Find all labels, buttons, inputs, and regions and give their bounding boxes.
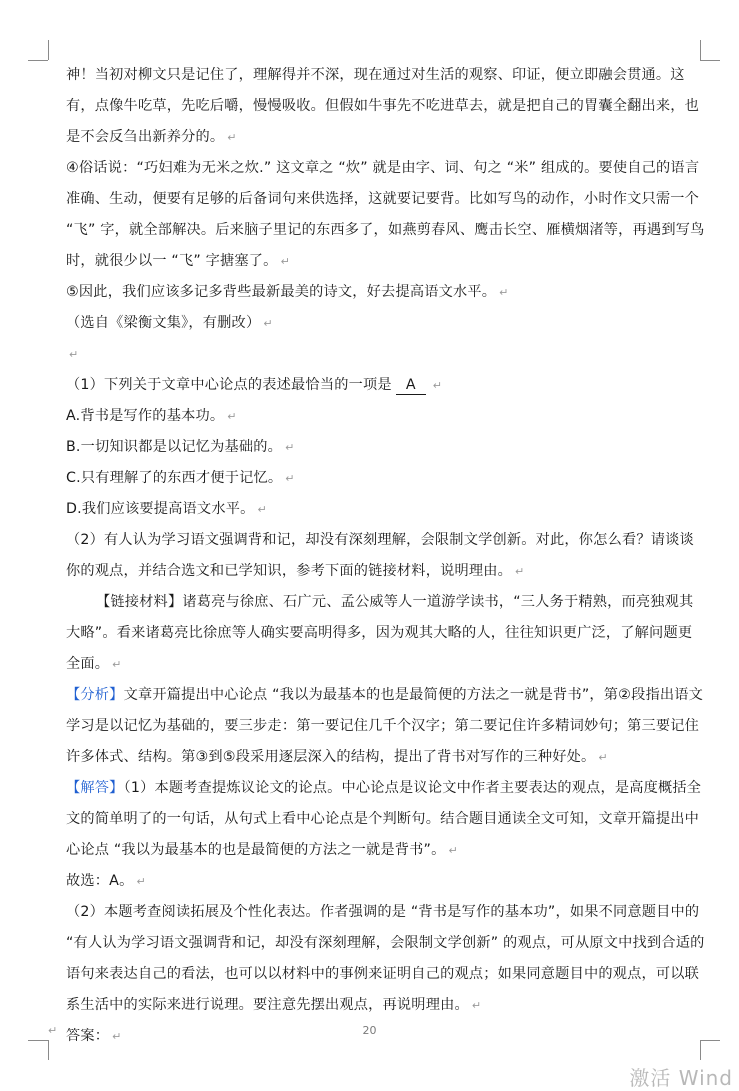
link-material: 【链接材料】诸葛亮与徐庶、石广元、孟公威等人一道游学读书，“三人务于精熟，而亮独观其大略”。看来诸葛亮比徐庶等人确实要高明得多，因为观其大略的人，往往知识更广泛，了解问题更全面。 ↵	[66, 594, 694, 672]
answer-blank: A	[396, 376, 426, 395]
paragraph-mark: ↵	[112, 658, 122, 671]
solution-answer-label: 答案： ↵	[66, 1028, 122, 1044]
paragraph-mark: ↵	[280, 255, 290, 268]
crop-mark-top-left-h	[28, 60, 48, 61]
passage-paragraph-4: ④俗话说：“巧妇难为无米之炊.” 这文章之 “炊” 就是由字、词、句之 “米” 组成的。要使自己的语言准确、生动，便要有足够的后备词句来供选择，这就要记要背。比如写鸟的动作，小时作文只需一个 “飞” 字，就全部解决。后来脑子里记的东西多了，如燕剪春风、鹰击长空、雁横烟渚等，再遇到写鸟时，就很少以一 “飞” 字搪塞了。 ↵	[66, 160, 705, 269]
passage-source: （选自《梁衡文集》，有删改） ↵	[66, 315, 273, 331]
passage-paragraph-3: 神！当初对柳文只是记住了，理解得并不深，现在通过对生活的观察、印证，便立即融会贯通。这有，点像牛吃草，先吃后嚼，慢慢吸收。但假如牛事先不吃进草去，就是把自己的胃囊全翻出来，也是不会反刍出新养分的。 ↵	[66, 67, 700, 145]
paragraph-mark: ↵	[69, 348, 79, 361]
paragraph-mark: ↵	[257, 503, 267, 516]
paragraph-mark: ↵	[112, 1030, 122, 1043]
question-1-option-a: A.背书是写作的基本功。 ↵	[66, 408, 237, 424]
crop-mark-top-right-v	[700, 40, 701, 60]
activation-watermark: 激活 Wind	[629, 1066, 733, 1090]
analysis-section: 【分析】文章开篇提出中心论点 “我以为最基本的也是最简便的方法之一就是背书”，第②段指出语文学习是以记忆为基础的，要三步走：第一要记住几千个汉字；第二要记住许多精词妙句；第三要记住许多体式、结构。第③到⑤段采用逐层深入的结构，提出了背书对写作的三种好处。 ↵	[66, 687, 704, 765]
paragraph-mark: ↵	[227, 410, 237, 423]
paragraph-mark: ↵	[448, 844, 458, 857]
paragraph-mark: ↵	[263, 317, 273, 330]
document-body	[66, 60, 706, 1052]
page-number: 20	[362, 1024, 377, 1037]
solution-part-2: （2）本题考查阅读拓展及个性化表达。作者强调的是 “背书是写作的基本功”，如果不同意题目中的 “有人认为学习语文强调背和记，却没有深刻理解，会限制文学创新” 的观点，可从原文中找到合适的语句来表达自己的看法，也可以以材料中的事例来证明自己的观点；如果同意题目中的观点，可以联系生活中的实际来进行说理。要注意先摆出观点，再说明理由。 ↵	[66, 904, 705, 1013]
paragraph-mark: ↵	[48, 1024, 58, 1037]
crop-mark-bottom-left-h	[28, 1040, 48, 1041]
solution-choice: 故选：A。 ↵	[66, 873, 146, 889]
crop-mark-bottom-left-v	[48, 1040, 49, 1060]
solution-part-1: 【解答】（1）本题考查提炼议论文的论点。中心论点是议论文中作者主要表达的观点，是高度概括全文的简单明了的一句话，从句式上看中心论点是个判断句。结合题目通读全文可知，文章开篇提出中心论点 “我以为最基本的也是最简便的方法之一就是背书”。 ↵	[66, 780, 702, 858]
empty-line	[66, 339, 706, 370]
paragraph-mark: ↵	[227, 131, 237, 144]
question-1-option-b: B.一切知识都是以记忆为基础的。 ↵	[66, 439, 295, 455]
passage-paragraph-5: ⑤因此，我们应该多记多背些最新最美的诗文，好去提高语文水平。 ↵	[66, 284, 509, 300]
paragraph-mark: ↵	[432, 379, 443, 392]
paragraph-mark: ↵	[285, 472, 295, 485]
solution-tag: 【解答】	[66, 780, 124, 796]
paragraph-mark: ↵	[136, 875, 146, 888]
paragraph-mark: ↵	[515, 565, 525, 578]
crop-mark-top-left-v	[48, 40, 49, 60]
paragraph-mark: ↵	[471, 999, 482, 1012]
paragraph-mark: ↵	[598, 751, 608, 764]
question-1-option-d: D.我们应该要提高语文水平。 ↵	[66, 501, 267, 517]
paragraph-mark: ↵	[499, 286, 509, 299]
question-1-option-c: C.只有理解了的东西才便于记忆。 ↵	[66, 470, 295, 486]
paragraph-mark: ↵	[285, 441, 295, 454]
question-2-prompt: （2）有人认为学习语文强调背和记，却没有深刻理解，会限制文学创新。对此，你怎么看？请谈谈你的观点，并结合选文和已学知识，参考下面的链接材料，说明理由。 ↵	[66, 532, 694, 579]
question-1-prompt: （1）下列关于文章中心论点的表述最恰当的一项是 A ↵	[66, 377, 443, 393]
analysis-tag: 【分析】	[66, 687, 124, 703]
